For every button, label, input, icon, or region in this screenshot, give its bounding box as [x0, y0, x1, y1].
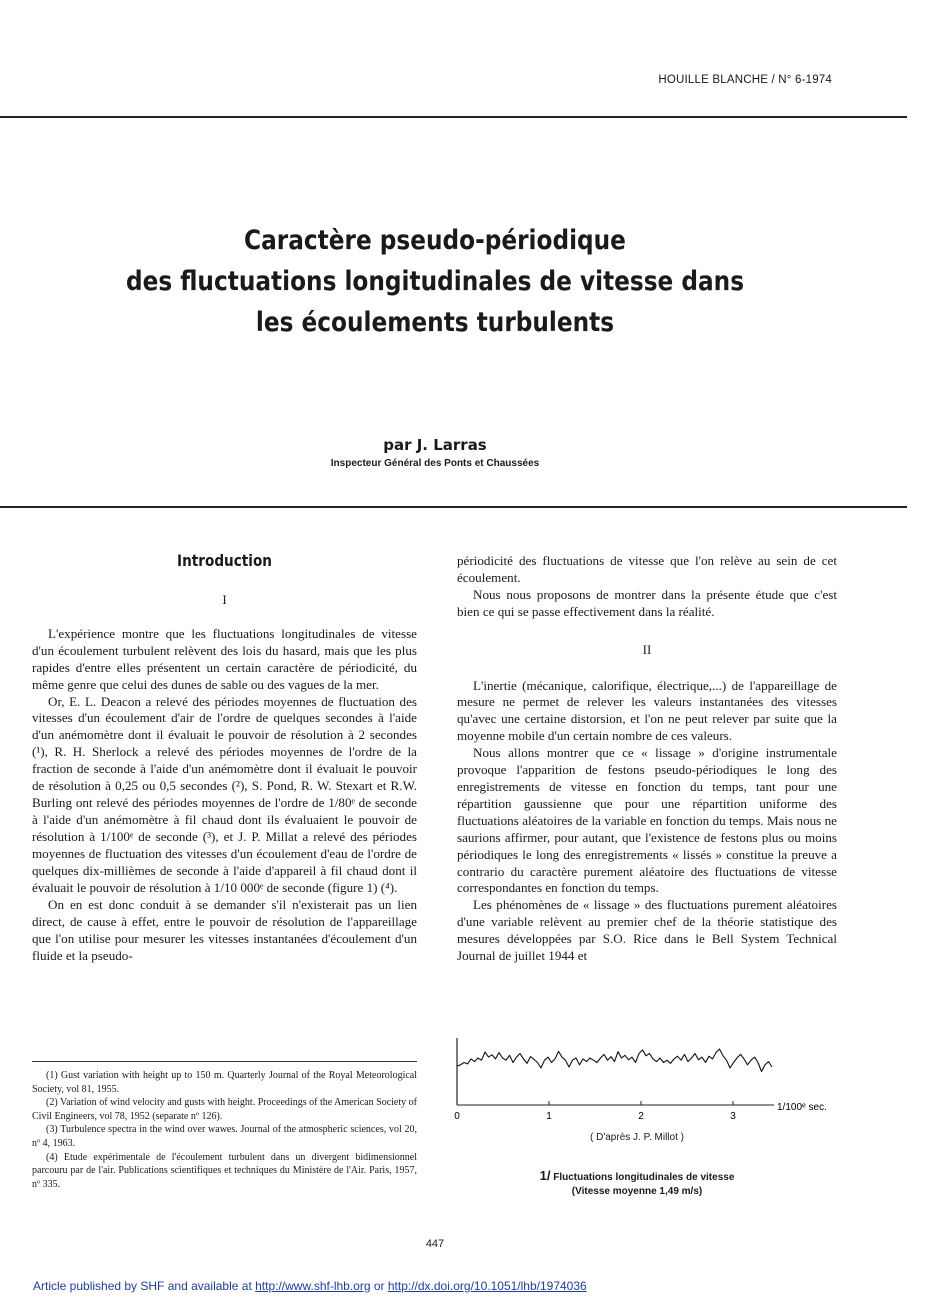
footnote-rule — [32, 1061, 417, 1062]
chart-series — [457, 1049, 772, 1072]
footnote-2: (2) Variation of wind velocity and gusts with height. Proceedings of the American Society of Civil Engineers, vol 78, 1952 (separate nº 126). — [32, 1097, 417, 1122]
page-number: 447 — [425, 1238, 445, 1250]
publication-footer — [33, 1279, 587, 1293]
left-column — [32, 592, 417, 965]
footer-link-doi[interactable]: http://dx.doi.org/10.1051/lhb/1974036 — [387, 1279, 587, 1293]
figure-caption-line-2: (Vitesse moyenne 1,49 m/s) — [571, 1186, 703, 1197]
left-paragraph-1: L'expérience montre que les fluctuations longitudinales de vitesse d'un écoulement turbulent relèvent des lois du hasard, mais que les plus rapides d'entre elles présentent un certain caractère de périodicité, du même genre que celui des dunes de sable ou des vagues de la mer. — [32, 625, 417, 692]
footer-text-or: or — [370, 1279, 388, 1293]
title-line-3: les écoulements turbulents — [255, 307, 615, 338]
velocity-fluctuation-chart — [452, 1030, 847, 1130]
x-axis-unit-label: 1/100ᵉ sec. — [777, 1102, 827, 1113]
chart-axes — [457, 1038, 774, 1105]
section-heading-introduction: Introduction — [177, 551, 272, 570]
figure-number: 1/ — [539, 1168, 551, 1183]
x-tick-label: 2 — [638, 1111, 644, 1122]
right-column — [457, 553, 837, 965]
section-number-1: I — [222, 592, 227, 607]
footer-link-shf[interactable]: http://www.shf-lhb.org — [255, 1279, 371, 1293]
left-paragraph-3: On en est donc conduit à se demander s'il n'existerait pas un lien direct, de cause à effet, entre le pouvoir de résolution de l'appareillage que l'on utilise pour mesurer les vitesses instantanées d'écoulement d'un fluide et la pseudo- — [32, 897, 417, 964]
right-paragraph-3: L'inertie (mécanique, calorifique, électrique,...) de l'appareillage de mesure ne permet de relever les valeurs instantanées des vitesses qu'avec une certaine distorsion, et l'on ne peut relever par suite que la moyenne mobile d'un certain nombre de ces valeurs. — [457, 677, 837, 744]
x-tick-label: 3 — [730, 1111, 736, 1122]
x-tick-label: 0 — [454, 1111, 460, 1122]
footnote-3: (3) Turbulence spectra in the wind over wawes. Journal of the atmospheric sciences, vol 20, nº 4, 1963. — [32, 1124, 417, 1149]
footer-text: Article published by SHF and available at — [33, 1279, 256, 1293]
right-paragraph-5: Les phénomènes de « lissage » des fluctuations purement aléatoires d'une variable relèvent au premier chef de la théorie statistique des mesures développées par S.O. Rice dans le Bell System Technical Journal de juillet 1944 et — [457, 897, 837, 964]
header-rule — [0, 116, 907, 118]
footnote-1: (1) Gust variation with height up to 150 m. Quarterly Journal of the Royal Meteorological Society, vol 81, 1955. — [32, 1070, 417, 1095]
footnotes — [32, 1069, 417, 1191]
footnote-4: (4) Etude expérimentale de l'écoulement turbulent dans un divergent bidimensionnel parcouru par de l'air. Publications scientifiques et techniques du Ministère de l'Air. Paris, 1957, nº 335. — [32, 1151, 417, 1190]
figure-caption-line-1: Fluctuations longitudinales de vitesse — [553, 1172, 735, 1183]
left-paragraph-2: Or, E. L. Deacon a relevé des périodes moyennes de fluctuation des vitesses d'un écoulement d'air de l'ordre de quelques secondes à l'aide d'un anémomètre dont il évaluait le pouvoir de résolution à 2 secondes (¹), R. H. Sherlock a relevé des périodes moyennes de l'ordre de la fraction de seconde à l'aide d'un anémomètre dont il évaluait le pouvoir de résolution à 0,25 ou 0,5 secondes (²), S. Pond, R. W. Stexart et R.W. Burling ont relevé des périodes moyennes de l'ordre de 1/80ᵉ de seconde à l'aide d'un anémomètre à fil chaud dont ils évaluaient le pouvoir de résolution à 1/100ᵉ de seconde (³), et J. P. Millat a relevé des périodes moyennes de fluctuation des vitesses d'un écoulement d'eau de l'ordre de quelques dix-millièmes de seconde à l'aide d'appareil à fil chaud dont il évaluait le pouvoir de résolution à 1/10 000ᵉ de seconde (figure 1) (⁴). — [32, 693, 417, 895]
chart-ticks — [454, 1101, 736, 1122]
right-paragraph-4: Nous allons montrer que ce « lissage » d'origine instrumentale provoque l'apparition de festons pseudo-périodiques le long des enregistrements de vitesse en fonction du temps, tant pour une répartition gaussienne que pour une répartition uniforme des fluctuations aléatoires de la variable en fonction du temps. Mais nous ne saurions affirmer, pour autant, que l'existence de festons plus ou moins périodiques le long des enregistrements « lissés » constitue la preuve a contrario du caractère purement aléatoire des fluctuations de vitesse correspondantes en fonction du temps. — [457, 745, 837, 896]
journal-header: HOUILLE BLANCHE / N° 6-1974 — [658, 74, 832, 86]
author-byline: par J. Larras — [383, 436, 487, 454]
title-line-1: Caractère pseudo-périodique — [244, 225, 626, 256]
right-paragraph-1: périodicité des fluctuations de vitesse que l'on relève au sein de cet écoulement. — [457, 553, 837, 585]
title-rule — [0, 506, 907, 508]
title-line-2: des fluctuations longitudinales de vitesse dans — [125, 266, 745, 297]
x-tick-label: 1 — [546, 1111, 552, 1122]
article-title — [61, 220, 809, 343]
figure-caption — [452, 1169, 822, 1199]
section-number-2: II — [642, 641, 652, 657]
author-affiliation: Inspecteur Général des Ponts et Chaussées — [330, 458, 540, 469]
figure-source: ( D'après J. P. Millot ) — [590, 1132, 684, 1143]
right-paragraph-2: Nous nous proposons de montrer dans la présente étude que c'est bien ce qui se passe effectivement dans la réalité. — [457, 586, 837, 619]
velocity-series-line — [457, 1049, 772, 1072]
